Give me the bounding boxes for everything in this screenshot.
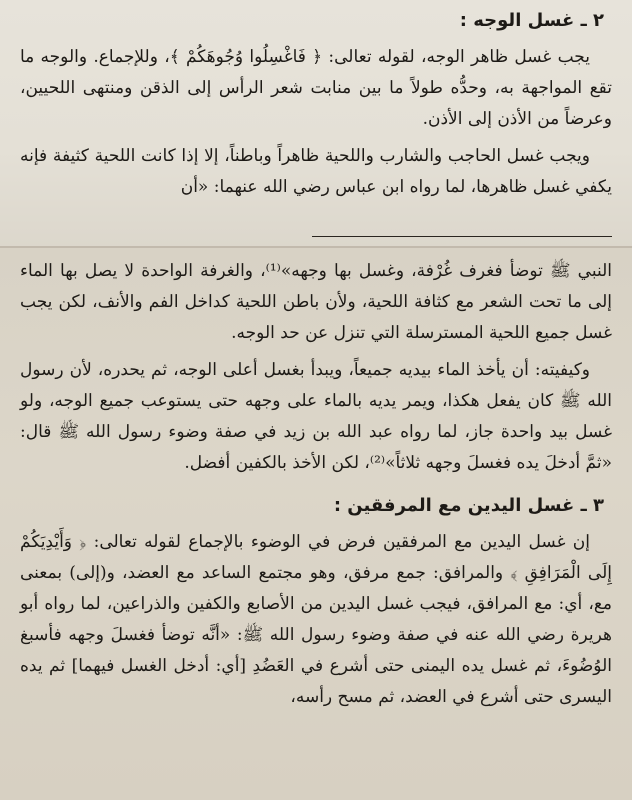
paragraph-hands-elbows: إن غسل اليدين مع المرفقين فرض في الوضوء بالإجماع لقوله تعالى: ﴿ وَأَيْدِيَكُمْ إِلَى الْمَرَافِقِ ﴾ والمرافق: جمع مرفق، وهو مجتمع الساعد مع العضد، و(إلى) بمعنى مع، أي: مع المرافق، فيجب غسل اليدين من الأصابع والكفين والذراعين، لما رواه أبو هريرة رضي الله عنه في صفة وضوء رسول الله ﷺ: «أنَّه توضأ فغسلَ وجهه فأسبغ الوُضُوءَ، ثم غسل يده اليمنى حتى أشرع في العَضُدِ [أي: أدخل الغسل فيهما] ثم يده اليسرى حتى أشرع في العضد، ثم مسح رأسه، bbox=[20, 532, 612, 707]
paragraph-hadith-continuation: النبي ﷺ توضأ فغرف غُرْفة، وغسل بها وجهه»⁽¹⁾، والغرفة الواحدة لا يصل بها الماء إلى ما تحت الشعر مع كثافة اللحية، ولأن باطن اللحية كداخل الفم والأنف، لكن يجب غسل جميع اللحية المسترسلة التي تنزل عن حد الوجه. bbox=[20, 261, 612, 343]
page-photo-top bbox=[0, 0, 632, 248]
section-heading-hands-washing: ٣ ـ غسل اليدين مع المرفقين : bbox=[333, 495, 604, 516]
section-heading-face-washing: ٢ ـ غسل الوجه : bbox=[459, 10, 604, 31]
paragraph-method-of-washing: وكيفيته: أن يأخذ الماء بيديه جميعاً، ويبدأ بغسل أعلى الوجه، ثم يحدره، لأن رسول الله ﷺ كان يفعل هكذا، ويمر يديه بالماء على وجهه حتى يستوعب جميع الوجه، ولو غسل بيد واحدة جاز، لما رواه عبد الله بن زيد في صفة وضوء رسول الله ﷺ قال: «ثمَّ أدخلَ يده فغسلَ وجهه ثلاثاً»⁽²⁾، لكن الأخذ بالكفين أفضل. bbox=[20, 360, 612, 473]
paragraph-beard-washing: ويجب غسل الحاجب والشارب واللحية ظاهراً وباطناً، إلا إذا كانت اللحية كثيفة فإنه يكفي غسل ظاهرها، لما رواه ابن عباس رضي الله عنهما: «أن bbox=[20, 146, 612, 197]
paragraph-face-definition: يجب غسل ظاهر الوجه، لقوله تعالى: ﴿ فَاغْسِلُوا وُجُوهَكُمْ ﴾، وللإجماع. والوجه ما تقع المواجهة به، وحدُّه طولاً ما بين منابت شعر الرأس إلى الذقن ومنتهى اللحيين، وعرضاً من الأذن إلى الأذن. bbox=[20, 47, 612, 129]
page-photo-bottom bbox=[0, 248, 632, 800]
text-underline-rule bbox=[312, 236, 612, 237]
